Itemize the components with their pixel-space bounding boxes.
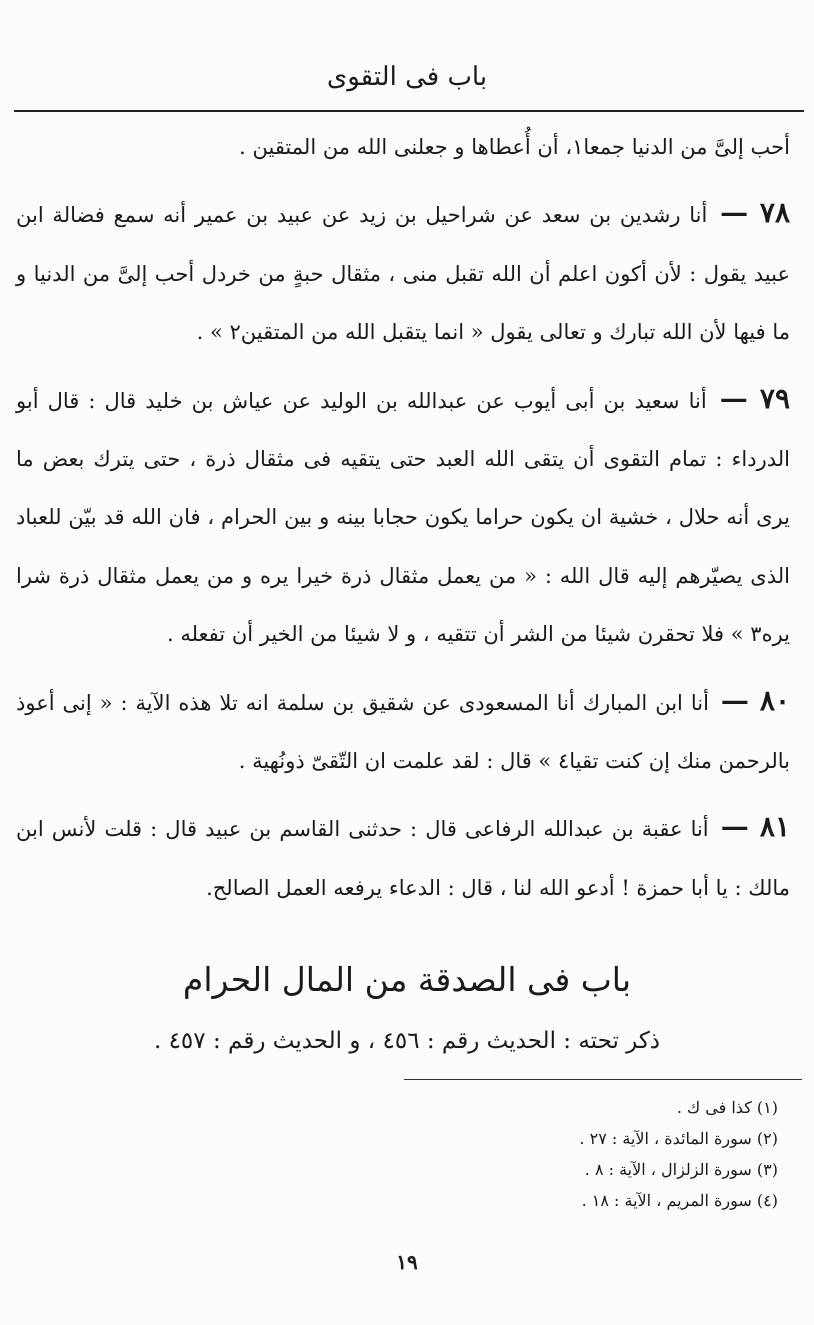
hadith-paragraph-78 (16, 184, 790, 361)
hadith-number: ٨٠ — (720, 683, 790, 717)
footnote-item: (٣) سورة الزلزال ، الآية : ٨ . (584, 1160, 778, 1179)
hadith-number: ٧٨ — (720, 196, 790, 230)
hadith-number: ٨١ — (720, 810, 790, 844)
footnote-item: (١) كذا فى ك . (676, 1098, 778, 1117)
footnote-item: (٤) سورة المريم ، الآية : ١٨ . (581, 1191, 778, 1210)
footnote-rule (404, 1079, 802, 1080)
paragraph-text: أنا رشدين بن سعد عن شراحيل بن زيد عن عبيد بن عمير أنه سمع فضالة ابن عبيد يقول : لأن أكون اعلم أن الله تقبل منى ، مثقال حبةٍ من خردل أحب إلىَّ من الدنيا و ما فيها لأن الله تبارك و تعالى يقول « انما يتقبل الله من المتقين٢ » . (16, 203, 790, 345)
paragraph-text: أنا سعيد بن أبى أيوب عن عبدالله بن الوليد عن عياش بن خليد قال : قال أبو الدرداء : تمام التقوى أن يتقى الله العبد حتى يتقيه فى مثقال ذرة ، حتى يترك بعض ما يرى أنه حلال ، خشية ان يكون حراما يكون حجابا بينه و بين الحرام ، فان الله قد بيّن للعباد الذى يصيّرهم إليه قال الله : « من يعمل مثقال ذرة خيرا يره و من يعمل مثقال ذرة شرا يره٣ » فلا تحقرن شيئا من الشر أن تتقيه ، و لا شيئا من الخير أن تفعله . (16, 388, 790, 647)
paragraph-text: أنا عقبة بن عبدالله الرفاعى قال : حدثنى القاسم بن عبيد قال : قلت لأنس ابن مالك : يا أبا حمزة ! أدعو الله لنا ، قال : الدعاء يرفعه العمل الصالح. (16, 817, 790, 900)
running-header-title: باب فى التقوى (326, 62, 488, 92)
paragraph-text: أنا ابن المبارك أنا المسعودى عن شقيق بن سلمة انه تلا هذه الآية : « إنى أعوذ بالرحمن منك إن كنت تقيا٤ » قال : لقد علمت ان التّقىّ ذونُهية . (16, 690, 790, 774)
paragraph-continuation (16, 118, 790, 176)
header-rule (14, 110, 804, 112)
footnotes (278, 1092, 778, 1216)
hadith-paragraph-81 (16, 798, 790, 917)
hadith-paragraph-80 (16, 672, 790, 791)
page-number: ١٩ (396, 1250, 418, 1274)
hadith-number: ٧٩ — (719, 381, 790, 415)
section-note: ذكر تحته : الحديث رقم : ٤٥٦ ، و الحديث رقم : ٤٥٧ . (153, 1028, 661, 1054)
section-heading: باب فى الصدقة من المال الحرام (182, 960, 632, 999)
paragraph-text: أحب إلىَّ من الدنيا جمعا١، أن أُعطاها و جعلنى الله من المتقين . (239, 135, 790, 159)
main-text (16, 118, 790, 917)
footnote-item: (٢) سورة المائدة ، الآية : ٢٧ . (579, 1129, 778, 1148)
hadith-paragraph-79 (16, 370, 790, 664)
